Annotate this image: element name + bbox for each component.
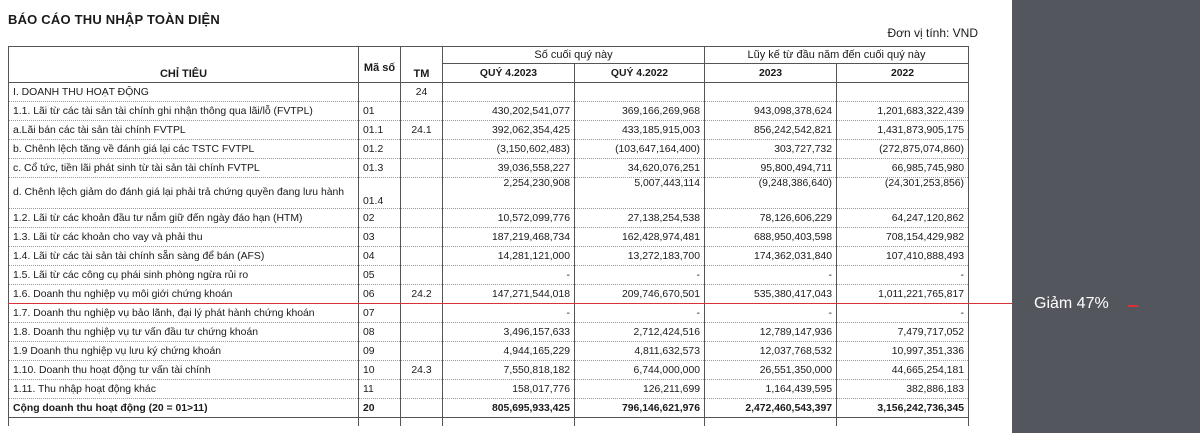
row-code: 08: [359, 323, 401, 342]
empty-cell: [359, 418, 401, 427]
row-q4-2023: 7,550,818,182: [443, 361, 575, 380]
row-code: 10: [359, 361, 401, 380]
header-ma-so: Mã số: [359, 47, 401, 83]
row-label: d. Chênh lệch giảm do đánh giá lại phải trả chứng quyền đang lưu hành: [9, 178, 359, 209]
header-ytd-2023: 2023: [705, 64, 837, 83]
empty-cell: [837, 418, 969, 427]
row-note-ref: [401, 380, 443, 399]
row-note-ref: [401, 178, 443, 209]
row-label: 1.11. Thu nhập hoạt động khác: [9, 380, 359, 399]
table-row: [9, 121, 969, 140]
row-note-ref: [401, 323, 443, 342]
row-label: 1.10. Doanh thu hoạt động tư vấn tài chính: [9, 361, 359, 380]
row-note-ref: [401, 266, 443, 285]
row-q4-2023: 4,944,165,229: [443, 342, 575, 361]
table-row: [9, 399, 969, 418]
empty-cell: [443, 418, 575, 427]
row-ytd-2022: -: [837, 266, 969, 285]
row-q4-2022: 209,746,670,501: [575, 285, 705, 304]
row-label: 1.3. Lãi từ các khoản cho vay và phải thu: [9, 228, 359, 247]
table-row: [9, 140, 969, 159]
row-label: Cộng doanh thu hoạt động (20 = 01>11): [9, 399, 359, 418]
row-code: 01.3: [359, 159, 401, 178]
row-ytd-2022: 66,985,745,980: [837, 159, 969, 178]
row-q4-2023: 392,062,354,425: [443, 121, 575, 140]
row-q4-2022: 126,211,699: [575, 380, 705, 399]
row-note-ref: [401, 304, 443, 323]
row-code: 01.4: [359, 178, 401, 209]
row-label: 1.5. Lãi từ các công cụ phái sinh phòng ngừa rủi ro: [9, 266, 359, 285]
row-ytd-2022: 1,431,873,905,175: [837, 121, 969, 140]
highlight-line: [8, 303, 1028, 304]
table-row: [9, 323, 969, 342]
row-code: 11: [359, 380, 401, 399]
row-q4-2023: 14,281,121,000: [443, 247, 575, 266]
row-code: 04: [359, 247, 401, 266]
row-label: 1.8. Doanh thu nghiệp vụ tư vấn đầu tư chứng khoán: [9, 323, 359, 342]
table-row: [9, 247, 969, 266]
row-ytd-2022: 708,154,429,982: [837, 228, 969, 247]
row-q4-2023: (3,150,602,483): [443, 140, 575, 159]
row-q4-2022: 369,166,269,968: [575, 102, 705, 121]
row-label: c. Cổ tức, tiền lãi phát sinh từ tài sản tài chính FVTPL: [9, 159, 359, 178]
row-q4-2023: 3,496,157,633: [443, 323, 575, 342]
row-ytd-2023: 856,242,542,821: [705, 121, 837, 140]
row-note-ref: [401, 140, 443, 159]
annotation-sidebar: [1012, 0, 1200, 433]
row-ytd-2023: 688,950,403,598: [705, 228, 837, 247]
row-ytd-2022: 3,156,242,736,345: [837, 399, 969, 418]
table-row: [9, 266, 969, 285]
row-q4-2023: 805,695,933,425: [443, 399, 575, 418]
table-row-trailing: [9, 418, 969, 427]
row-code: 03: [359, 228, 401, 247]
row-ytd-2023: 12,037,768,532: [705, 342, 837, 361]
report-title: BÁO CÁO THU NHẬP TOÀN DIỆN: [8, 12, 221, 27]
row-q4-2023: 10,572,099,776: [443, 209, 575, 228]
row-ytd-2022: (272,875,074,860): [837, 140, 969, 159]
row-note-ref: 24.1: [401, 121, 443, 140]
table-row: [9, 342, 969, 361]
table-row: [9, 209, 969, 228]
row-q4-2023: 430,202,541,077: [443, 102, 575, 121]
row-q4-2022: 5,007,443,114: [575, 178, 705, 209]
row-ytd-2023: 26,551,350,000: [705, 361, 837, 380]
row-q4-2022: 34,620,076,251: [575, 159, 705, 178]
row-q4-2022: 2,712,424,516: [575, 323, 705, 342]
table-row: [9, 83, 969, 102]
row-q4-2023: 2,254,230,908: [443, 178, 575, 209]
row-ytd-2023: 1,164,439,595: [705, 380, 837, 399]
row-code: 02: [359, 209, 401, 228]
row-ytd-2022: 1,011,221,765,817: [837, 285, 969, 304]
row-ytd-2022: (24,301,253,856): [837, 178, 969, 209]
row-note-ref: [401, 102, 443, 121]
table-row: [9, 159, 969, 178]
row-ytd-2022: 64,247,120,862: [837, 209, 969, 228]
row-q4-2022: 27,138,254,538: [575, 209, 705, 228]
row-label: 1.2. Lãi từ các khoản đầu tư nắm giữ đến ngày đáo hạn (HTM): [9, 209, 359, 228]
header-group-ytd: Lũy kế từ đầu năm đến cuối quý này: [705, 47, 969, 64]
row-q4-2022: 796,146,621,976: [575, 399, 705, 418]
row-code: [359, 83, 401, 102]
row-code: 01.1: [359, 121, 401, 140]
row-ytd-2022: 7,479,717,052: [837, 323, 969, 342]
row-code: 20: [359, 399, 401, 418]
row-code: 01.2: [359, 140, 401, 159]
row-q4-2022: -: [575, 304, 705, 323]
row-q4-2022: -: [575, 266, 705, 285]
row-ytd-2023: 95,800,494,711: [705, 159, 837, 178]
row-note-ref: 24.2: [401, 285, 443, 304]
row-ytd-2023: [705, 83, 837, 102]
row-label: 1.7. Doanh thu nghiệp vụ bảo lãnh, đại lý phát hành chứng khoán: [9, 304, 359, 323]
row-ytd-2023: 943,098,378,624: [705, 102, 837, 121]
empty-cell: [705, 418, 837, 427]
income-statement-table: [8, 46, 969, 426]
row-q4-2022: 162,428,974,481: [575, 228, 705, 247]
row-q4-2022: 4,811,632,573: [575, 342, 705, 361]
table-row: [9, 285, 969, 304]
table-row: [9, 380, 969, 399]
header-ytd-2022: 2022: [837, 64, 969, 83]
row-note-ref: [401, 399, 443, 418]
row-code: 06: [359, 285, 401, 304]
row-ytd-2023: 535,380,417,043: [705, 285, 837, 304]
empty-cell: [9, 418, 359, 427]
header-group-quarter: Số cuối quý này: [443, 47, 705, 64]
annotation-text: Giảm 47%: [1034, 295, 1109, 312]
row-q4-2023: -: [443, 304, 575, 323]
row-ytd-2023: 303,727,732: [705, 140, 837, 159]
row-label: a.Lãi bán các tài sản tài chính FVTPL: [9, 121, 359, 140]
row-ytd-2022: 10,997,351,336: [837, 342, 969, 361]
row-ytd-2022: 382,886,183: [837, 380, 969, 399]
row-ytd-2022: 44,665,254,181: [837, 361, 969, 380]
row-label: b. Chênh lệch tăng về đánh giá lại các TSTC FVTPL: [9, 140, 359, 159]
row-note-ref: [401, 228, 443, 247]
row-note-ref: [401, 247, 443, 266]
row-ytd-2022: -: [837, 304, 969, 323]
row-label: 1.4. Lãi từ các tài sản tài chính sẵn sàng để bán (AFS): [9, 247, 359, 266]
row-q4-2023: 147,271,544,018: [443, 285, 575, 304]
row-q4-2023: -: [443, 266, 575, 285]
annotation-dash: [1128, 305, 1138, 307]
header-q4-2022: QUÝ 4.2022: [575, 64, 705, 83]
table-row: [9, 228, 969, 247]
row-ytd-2023: -: [705, 304, 837, 323]
row-q4-2022: 6,744,000,000: [575, 361, 705, 380]
row-ytd-2023: (9,248,386,640): [705, 178, 837, 209]
table-row: [9, 304, 969, 323]
row-ytd-2023: 174,362,031,840: [705, 247, 837, 266]
empty-cell: [575, 418, 705, 427]
row-code: 07: [359, 304, 401, 323]
row-ytd-2023: -: [705, 266, 837, 285]
row-q4-2023: 158,017,776: [443, 380, 575, 399]
row-code: 01: [359, 102, 401, 121]
header-q4-2023: QUÝ 4.2023: [443, 64, 575, 83]
currency-unit: Đơn vị tính: VND: [887, 26, 978, 40]
row-q4-2023: [443, 83, 575, 102]
table-row: [9, 361, 969, 380]
header-tm: TM: [401, 47, 443, 83]
row-note-ref: 24.3: [401, 361, 443, 380]
row-note-ref: 24: [401, 83, 443, 102]
row-label: 1.9 Doanh thu nghiệp vụ lưu ký chứng khoán: [9, 342, 359, 361]
row-ytd-2023: 78,126,606,229: [705, 209, 837, 228]
row-q4-2022: 433,185,915,003: [575, 121, 705, 140]
row-q4-2023: 187,219,468,734: [443, 228, 575, 247]
table-row: [9, 102, 969, 121]
row-note-ref: [401, 342, 443, 361]
row-q4-2022: 13,272,183,700: [575, 247, 705, 266]
row-ytd-2022: [837, 83, 969, 102]
header-chi-tieu: CHỈ TIÊU: [9, 47, 359, 83]
row-ytd-2023: 2,472,460,543,397: [705, 399, 837, 418]
row-label: 1.6. Doanh thu nghiệp vụ môi giới chứng khoán: [9, 285, 359, 304]
row-ytd-2022: 107,410,888,493: [837, 247, 969, 266]
row-ytd-2023: 12,789,147,936: [705, 323, 837, 342]
row-note-ref: [401, 209, 443, 228]
row-code: 09: [359, 342, 401, 361]
row-label: 1.1. Lãi từ các tài sản tài chính ghi nhận thông qua lãi/lỗ (FVTPL): [9, 102, 359, 121]
row-q4-2023: 39,036,558,227: [443, 159, 575, 178]
table-row: [9, 178, 969, 209]
row-code: 05: [359, 266, 401, 285]
empty-cell: [401, 418, 443, 427]
row-q4-2022: (103,647,164,400): [575, 140, 705, 159]
row-q4-2022: [575, 83, 705, 102]
row-ytd-2022: 1,201,683,322,439: [837, 102, 969, 121]
row-label: I. DOANH THU HOẠT ĐỘNG: [9, 83, 359, 102]
row-note-ref: [401, 159, 443, 178]
